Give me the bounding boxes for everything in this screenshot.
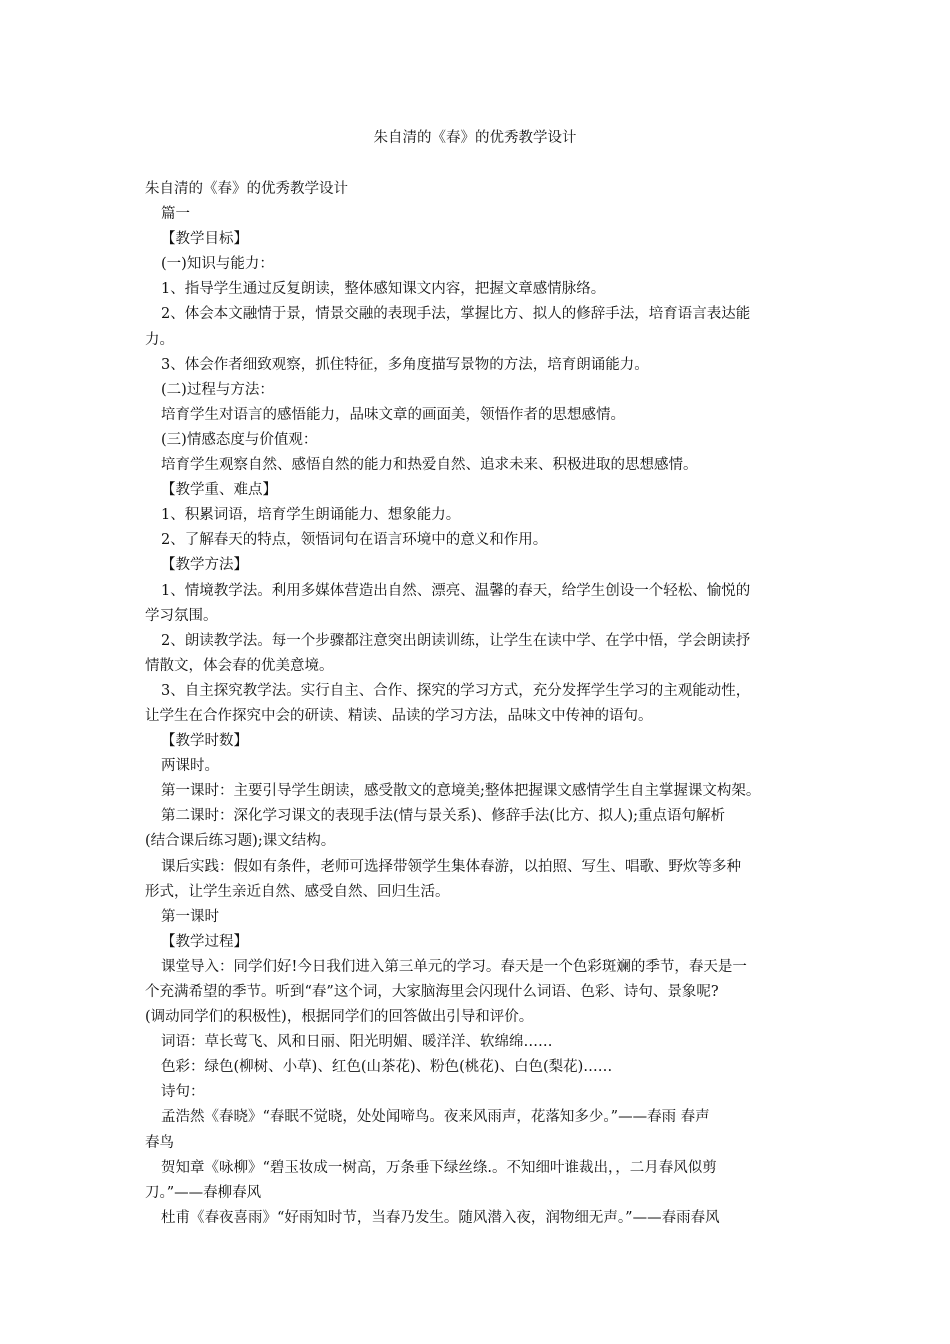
text-line: 第一课时: [161, 908, 219, 925]
text-line: 形式，让学生亲近自然、感受自然、回归生活。: [145, 883, 450, 900]
text-line: 3、自主探究教学法。实行自主、合作、探究的学习方式，充分发挥学生学习的主观能动性，: [161, 682, 751, 699]
text-line: (调动同学们的积极性)，根据同学们的回答做出引导和评价。: [145, 1009, 534, 1026]
text-line: 1、指导学生通过反复朗读，整体感知课文内容，把握文章感情脉络。: [161, 281, 606, 298]
text-line: 培育学生对语言的感悟能力，品味文章的画面美，领悟作者的思想感情。: [161, 406, 625, 423]
text-line: 孟浩然《春晓》“春眠不觉晓，处处闻啼鸟。夜来风雨声，花落知多少。”——春雨 春声: [161, 1109, 710, 1126]
text-line: 个充满希望的季节。听到“春”这个词，大家脑海里会闪现什么词语、色彩、诗句、景象呢?: [145, 984, 719, 1000]
text-line: 课堂导入：同学们好!今日我们进入第三单元的学习。春天是一个色彩斑斓的季节，春天是一: [161, 958, 747, 975]
text-line: 诗句：: [161, 1084, 205, 1101]
text-line: (三)情感态度与价值观：: [161, 431, 318, 448]
text-line: (一)知识与能力：: [161, 256, 274, 273]
text-line: (二)过程与方法：: [161, 381, 274, 398]
text-line: 1、情境教学法。利用多媒体营造出自然、漂亮、温馨的春天，给学生创设一个轻松、愉悦的: [161, 582, 751, 599]
document-body: [145, 177, 815, 1231]
text-line: (结合课后练习题);课文结构。: [145, 833, 336, 850]
text-line: 篇一: [161, 206, 190, 223]
text-line: 让学生在合作探究中会的研读、精读、品读的学习方法，品味文中传神的语句。: [145, 707, 653, 724]
text-line: 朱自清的《春》的优秀教学设计: [145, 181, 348, 197]
text-line: 词语：草长莺飞、风和日丽、阳光明媚、暖洋洋、软绵绵……: [161, 1034, 553, 1051]
text-line: 2、体会本文融情于景，情景交融的表现手法，掌握比方、拟人的修辞手法，培育语言表达能: [161, 306, 751, 323]
text-line: 春鸟: [145, 1134, 174, 1151]
document-title: 朱自清的《春》的优秀教学设计: [373, 130, 577, 146]
text-line: 培育学生观察自然、感悟自然的能力和热爱自然、追求未来、积极进取的思想感情。: [161, 457, 698, 474]
text-line: 【教学方法】: [161, 557, 248, 574]
text-line: 情散文，体会春的优美意境。: [145, 657, 334, 674]
text-line: 杜甫《春夜喜雨》“好雨知时节，当春乃发生。随风潜入夜，润物细无声。”——春雨春风: [161, 1209, 720, 1226]
text-line: 第二课时：深化学习课文的表现手法(情与景关系)、修辞手法(比方、拟人);重点语句解析: [161, 808, 726, 825]
text-line: 刀。”——春柳春风: [145, 1184, 262, 1201]
text-line: 两课时。: [161, 758, 219, 775]
text-line: 1、积累词语，培育学生朗诵能力、想象能力。: [161, 507, 461, 524]
text-line: 【教学重、难点】: [161, 482, 277, 499]
text-line: 力。: [145, 331, 174, 348]
text-line: 2、朗读教学法。每一个步骤都注意突出朗读训练，让学生在读中学、在学中悟，学会朗读抒: [161, 632, 751, 649]
text-line: 【教学时数】: [161, 733, 248, 750]
text-line: 第一课时：主要引导学生朗读，感受散文的意境美;整体把握课文感情学生自主掌握课文构架。: [161, 783, 761, 800]
text-line: 色彩：绿色(柳树、小草)、红色(山茶花)、粉色(桃花)、白色(梨花)……: [161, 1059, 613, 1076]
text-line: 2、了解春天的特点，领悟词句在语言环境中的意义和作用。: [161, 532, 548, 549]
text-line: 【教学目标】: [161, 231, 248, 248]
text-line: 3、体会作者细致观察，抓住特征，多角度描写景物的方法，培育朗诵能力。: [161, 356, 649, 373]
text-line: 学习氛围。: [145, 607, 218, 624]
text-line: 【教学过程】: [161, 933, 248, 950]
text-line: 课后实践：假如有条件，老师可选择带领学生集体春游，以拍照、写生、唱歌、野炊等多种: [161, 858, 741, 875]
text-line: 贺知章《咏柳》“碧玉妆成一树高，万条垂下绿丝绦.。不知细叶谁裁出，，二月春风似剪: [161, 1159, 717, 1176]
